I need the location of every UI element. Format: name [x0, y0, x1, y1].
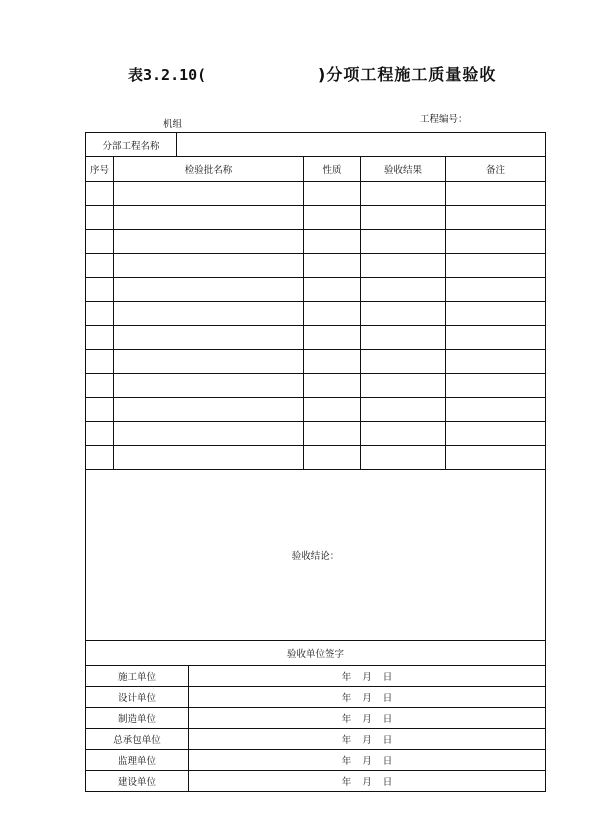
batch-name-cell [114, 302, 304, 326]
signer-row-design [86, 687, 546, 708]
batch-name-cell [114, 326, 304, 350]
batch-name-cell [114, 278, 304, 302]
nature-cell [304, 350, 361, 374]
signature-header: 验收单位签字 [86, 641, 546, 666]
month-label: 月 [362, 757, 372, 767]
signer-label: 监理单位 [86, 750, 189, 771]
batch-name-cell [114, 422, 304, 446]
index-cell [86, 182, 114, 206]
result-cell [361, 278, 446, 302]
date-line [342, 757, 393, 767]
date-line [342, 736, 393, 746]
day-label: 日 [382, 778, 393, 788]
batch-name-cell [114, 254, 304, 278]
division-name-value [177, 133, 546, 157]
year-label: 年 [341, 715, 352, 725]
date-line [342, 694, 393, 704]
signer-signature-cell [189, 708, 546, 729]
result-cell [361, 254, 446, 278]
remark-cell [446, 350, 546, 374]
result-cell [361, 206, 446, 230]
year-label: 年 [341, 757, 352, 767]
table-row [86, 446, 546, 470]
year-label: 年 [341, 673, 352, 683]
table-header-row [86, 157, 546, 182]
conclusion-row [86, 470, 546, 641]
table-row [86, 422, 546, 446]
result-cell [361, 398, 446, 422]
month-label: 月 [362, 694, 372, 704]
division-row [86, 133, 546, 157]
conclusion-cell [86, 470, 546, 641]
column-header-nature: 性质 [304, 157, 361, 182]
table-row [86, 206, 546, 230]
remark-cell [446, 230, 546, 254]
table-row [86, 254, 546, 278]
result-cell [361, 230, 446, 254]
table-row [86, 326, 546, 350]
signer-row-construction [86, 666, 546, 687]
remark-cell [446, 254, 546, 278]
remark-cell [446, 302, 546, 326]
date-line [342, 778, 393, 788]
index-cell [86, 206, 114, 230]
nature-cell [304, 278, 361, 302]
batch-name-cell [114, 230, 304, 254]
column-header-index: 序号 [86, 157, 114, 182]
remark-cell [446, 398, 546, 422]
table-row [86, 350, 546, 374]
signer-signature-cell [189, 666, 546, 687]
index-cell [86, 278, 114, 302]
table-row [86, 182, 546, 206]
inspection-form-table [85, 132, 546, 792]
signer-signature-cell [189, 687, 546, 708]
date-line [342, 673, 393, 683]
table-row [86, 374, 546, 398]
remark-cell [446, 182, 546, 206]
index-cell [86, 398, 114, 422]
result-cell [361, 350, 446, 374]
signer-label: 总承包单位 [86, 729, 189, 750]
table-row [86, 398, 546, 422]
nature-cell [304, 422, 361, 446]
nature-cell [304, 230, 361, 254]
index-cell [86, 350, 114, 374]
remark-cell [446, 326, 546, 350]
signer-signature-cell [189, 771, 546, 792]
result-cell [361, 302, 446, 326]
nature-cell [304, 182, 361, 206]
title-prefix: 表3.2.10( [128, 66, 207, 84]
column-header-remark: 备注 [446, 157, 546, 182]
remark-cell [446, 422, 546, 446]
year-label: 年 [341, 694, 352, 704]
table-row [86, 230, 546, 254]
month-label: 月 [362, 715, 372, 725]
signer-label: 制造单位 [86, 708, 189, 729]
batch-name-cell [114, 182, 304, 206]
signer-label: 施工单位 [86, 666, 189, 687]
column-header-result: 验收结果 [361, 157, 446, 182]
signer-row-general-contractor [86, 729, 546, 750]
index-cell [86, 326, 114, 350]
month-label: 月 [362, 778, 372, 788]
index-cell [86, 302, 114, 326]
signer-label: 建设单位 [86, 771, 189, 792]
result-cell [361, 374, 446, 398]
batch-name-cell [114, 350, 304, 374]
nature-cell [304, 206, 361, 230]
index-cell [86, 374, 114, 398]
date-line [342, 715, 393, 725]
day-label: 日 [382, 673, 393, 683]
index-cell [86, 422, 114, 446]
signer-row-manufacturer [86, 708, 546, 729]
column-header-batch-name: 检验批名称 [114, 157, 304, 182]
nature-cell [304, 326, 361, 350]
year-label: 年 [341, 736, 352, 746]
day-label: 日 [382, 694, 393, 704]
conclusion-label: 验收结论： [291, 552, 340, 562]
day-label: 日 [382, 757, 393, 767]
result-cell [361, 422, 446, 446]
nature-cell [304, 254, 361, 278]
result-cell [361, 326, 446, 350]
result-cell [361, 182, 446, 206]
year-label: 年 [341, 778, 352, 788]
signer-label: 设计单位 [86, 687, 189, 708]
batch-name-cell [114, 398, 304, 422]
unit-label: 机组 [163, 120, 183, 130]
table-row [86, 302, 546, 326]
remark-cell [446, 446, 546, 470]
day-label: 日 [382, 736, 393, 746]
nature-cell [304, 398, 361, 422]
signer-row-owner [86, 771, 546, 792]
index-cell [86, 230, 114, 254]
signer-signature-cell [189, 729, 546, 750]
nature-cell [304, 302, 361, 326]
title-suffix: )分项工程施工质量验收 [318, 65, 497, 84]
month-label: 月 [362, 736, 372, 746]
project-number-label: 工程编号： [420, 115, 468, 125]
remark-cell [446, 278, 546, 302]
signature-header-row [86, 641, 546, 666]
day-label: 日 [382, 715, 393, 725]
batch-name-cell [114, 374, 304, 398]
signer-row-supervision [86, 750, 546, 771]
month-label: 月 [362, 673, 372, 683]
division-name-label: 分部工程名称 [86, 133, 177, 157]
batch-name-cell [114, 446, 304, 470]
nature-cell [304, 446, 361, 470]
index-cell [86, 446, 114, 470]
table-row [86, 278, 546, 302]
nature-cell [304, 374, 361, 398]
result-cell [361, 446, 446, 470]
remark-cell [446, 374, 546, 398]
signer-signature-cell [189, 750, 546, 771]
batch-name-cell [114, 206, 304, 230]
index-cell [86, 254, 114, 278]
remark-cell [446, 206, 546, 230]
